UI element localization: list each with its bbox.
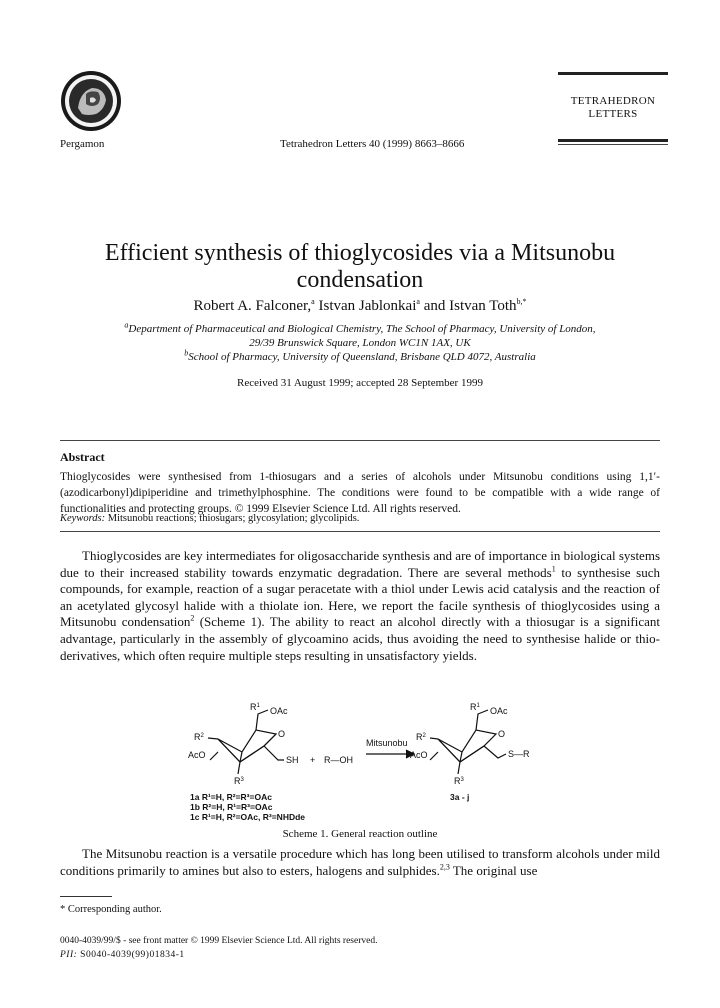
journal-citation: Tetrahedron Letters 40 (1999) 8663–8666 [280,138,465,150]
copyright-line: 0040-4039/99/$ - see front matter © 1999 Elsevier Science Ltd. All rights reserved. [60,936,378,946]
scheme-label-r3: $R^3$ [454,776,464,786]
corresponding-author-note: * Corresponding author. [60,904,162,915]
scheme-label-plus: + [310,755,316,765]
journal-name-line1: TETRAHEDRON [570,95,656,107]
title-line: condensation [296,267,424,293]
footnote-rule [60,896,112,897]
pii-line [60,950,185,960]
publisher-logo [60,70,122,132]
author-name: Istvan Jablonkai [318,298,417,314]
author-name: Robert A. Falconer, [193,298,312,314]
keywords-label: Keywords: [60,513,106,524]
scheme-label-oac: OAc [490,706,508,716]
scheme-label-r2: $R^2$ [194,732,204,742]
affiliation-mark: a [311,297,315,306]
scheme-label-aco: AcO [410,750,428,760]
affiliation-text: 29/39 Brunswick Square, London WC1N 1AX, UK [249,337,471,349]
keywords-text: Mitsunobu reactions; thiosugars; glycosylation; glycolipids. [107,513,360,524]
reference-mark: 1 [551,564,556,574]
affiliation-text: Department of Pharmaceutical and Biological Chemistry, The School of Pharmacy, University of London, [128,323,596,335]
pii-value: S0040-4039(99)01834-1 [80,950,185,960]
body-text: to synthesise such compounds, for example, reaction of a sugar peracetate with a thiol under Lewis acid catalysis and the reaction of an acetylated glycosyl halide with a thiolate ion. Here, we report the facile synthesis of thioglycosides using a Mitsunobu condensation [60,564,661,630]
affiliation-mark: a [416,297,420,306]
journal-rule [558,139,668,142]
compound-1b: 1b R²=H, R¹=R³=OAc [190,802,273,812]
article-title [60,240,660,294]
keywords [60,513,359,524]
abstract-heading: Abstract [60,450,105,464]
body-paragraph [60,548,660,664]
compound-1c: 1c R¹=H, R²=OAc, R³=NHDde [190,812,306,822]
scheme-label-reagent: Mitsunobu [366,738,408,748]
scheme-label-oac: OAc [270,706,288,716]
scheme-label-r1: $R^1$ [250,702,260,712]
scheme-label-sh: SH [286,755,299,765]
author-list [60,298,660,315]
reference-mark: 2 [190,614,195,624]
scheme-label-sr: S—R [508,749,530,759]
scheme-label-r1: $R^1$ [470,702,480,712]
scheme-label-r3: $R^3$ [234,776,244,786]
journal-rule [558,72,668,75]
body-text: Thioglycosides are key intermediates for oligosaccharide synthesis and are of importance in biological systems due to their increased stability towards enzymatic degradation. There are several methods [60,548,660,580]
section-divider [60,440,660,441]
scheme-label-roh: R—OH [324,755,353,765]
reference-mark: 2,3 [439,862,450,872]
author-name: and Istvan Toth [423,298,517,314]
journal-title-block [558,72,668,145]
scheme-drawing [180,702,580,824]
compound-1a: 1a R¹=H, R²=R³=OAc [190,792,272,802]
journal-name-line2: LETTERS [588,108,638,120]
body-text: The Mitsunobu reaction is a versatile procedure which has long been utilised to transform alcohols under mild conditions primarily to amines but also to esters, halogens and sulphides. [60,846,660,878]
compound-3: 3a - j [450,792,470,802]
pii-label: PII: [60,950,78,960]
affiliation-mark: a [124,320,129,330]
body-text: (Scheme 1). The ability to react an alcohol directly with a thiosugar is a significant advantage, particularly in the assembly of glycoamino acids, thus avoiding the need to synthesise halide or thio-derivatives, which often require multiple steps resulting in unsatisfactory yields. [60,614,661,663]
affiliation-mark: b,* [516,297,527,306]
abstract-text: Thioglycosides were synthesised from 1-thiosugars and a series of alcohols under Mitsunobu conditions using 1,1′-(azodicarbonyl)dipiperidine and trimethylphosphine. The conditions were found to be compatible with a wide range of functionalities and protecting groups. © 1999 Elsevier Science Ltd. All rights reserved. [60,471,660,515]
journal-rule [558,144,668,145]
scheme-label-o: O [498,729,506,739]
affiliation-mark: b [184,348,189,358]
scheme-label-aco: AcO [188,750,206,760]
scheme-label-r2: $R^2$ [416,732,426,742]
body-text: The original use [449,862,538,878]
affiliation-a [60,322,660,350]
publisher-name: Pergamon [60,138,105,150]
affiliation-text: School of Pharmacy, University of Queensland, Brisbane QLD 4072, Australia [188,351,536,363]
reaction-scheme [180,702,580,824]
scheme-label-o: O [278,729,286,739]
scheme-caption: Scheme 1. General reaction outline [282,828,438,840]
affiliation-b [60,350,660,364]
title-line: Efficient synthesis of thioglycosides via a Mitsunobu [104,240,616,266]
section-divider [60,531,660,532]
received-dates: Received 31 August 1999; accepted 28 September 1999 [237,377,483,389]
body-paragraph [60,846,660,879]
